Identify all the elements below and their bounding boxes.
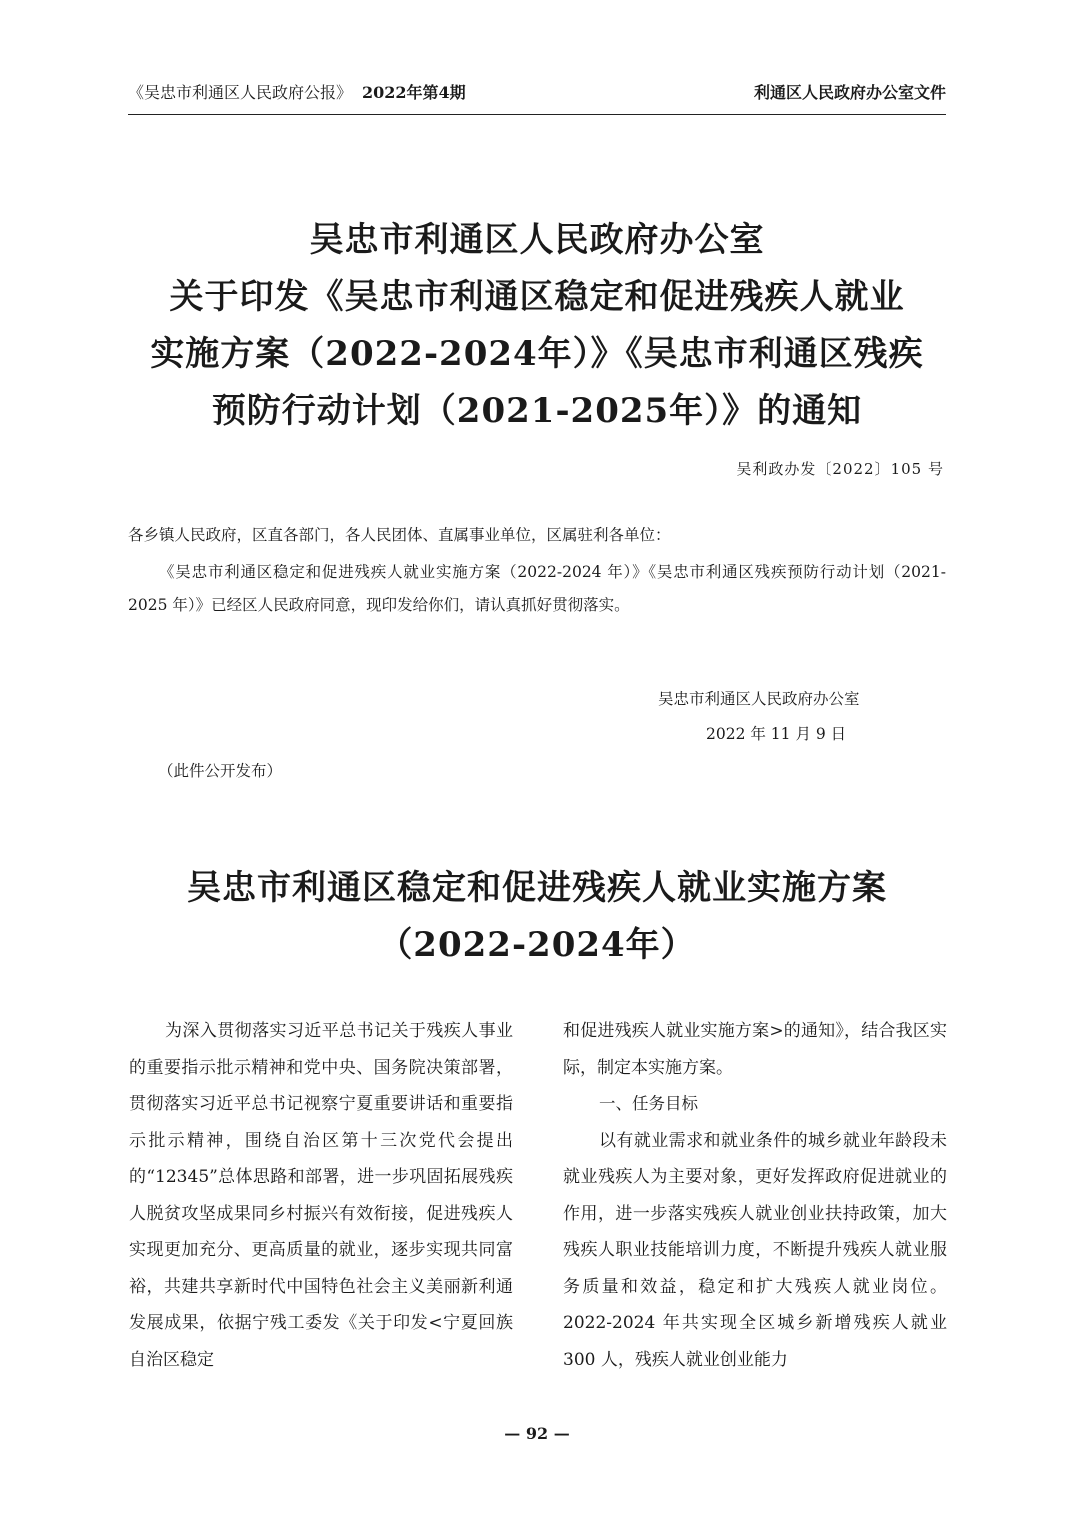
left-column: [129, 1013, 513, 1378]
signature-date: 2022 年 11 月 9 日: [706, 725, 847, 743]
signature-organization: 吴忠市利通区人民政府办公室: [658, 690, 860, 708]
intro-continuation: 和促进残疾人就业实施方案>的通知》，结合我区实际，制定本实施方案。: [563, 1021, 947, 1078]
section-heading: 一、任务目标: [599, 1094, 698, 1113]
publication-name: 《吴忠市利通区人民政府公报》: [128, 83, 353, 102]
header-rule: [128, 114, 946, 115]
notice-title: [100, 212, 974, 440]
intro-paragraph: 为深入贯彻落实习近平总书记关于残疾人事业的重要指示批示精神和党中央、国务院决策部署，贯彻落实习近平总书记视察宁夏重要讲话和重要指示批示精神，围绕自治区第十三次党代会提出的“12345”总体思路和部署，进一步巩固拓展残疾人脱贫攻坚成果同乡村振兴有效衔接，促进残疾人实现更加充分、更高质量的就业，逐步实现共同富裕，共建共享新时代中国特色社会主义美丽新利通发展成果，依据宁残工委发《关于印发<宁夏回族自治区稳定: [129, 1021, 513, 1370]
objectives-paragraph: 以有就业需求和就业条件的城乡就业年龄段未就业残疾人为主要对象，更好发挥政府促进就业的作用，进一步落实残疾人就业创业扶持政策，加大残疾人职业技能培训力度，不断提升残疾人就业服务质量和效益，稳定和扩大残疾人就业岗位。2022-2024 年共实现全区城乡新增残疾人就业 300 人，残疾人就业创业能力: [563, 1130, 947, 1370]
right-column: [563, 1013, 947, 1378]
plan-title-years: （2022-2024年）: [378, 925, 696, 965]
notice-title-line: 吴忠市利通区人民政府办公室: [309, 220, 765, 260]
header-publication: [128, 80, 466, 103]
notice-title-line: 预防行动计划（2021-2025年）》的通知: [211, 391, 863, 431]
addressee: 各乡镇人民政府，区直各部门，各人民团体、直属事业单位，区属驻利各单位：: [128, 526, 671, 544]
plan-title: [100, 860, 974, 974]
disclosure-note: （此件公开发布）: [158, 762, 283, 780]
issue-number: 2022年第4期: [362, 83, 466, 102]
notice-title-line: 实施方案（2022-2024年）》《吴忠市利通区残疾: [150, 334, 924, 374]
document-number: 吴利政办发〔2022〕105 号: [736, 460, 944, 478]
notice-title-line: 关于印发《吴忠市利通区稳定和促进残疾人就业: [169, 277, 905, 317]
notice-body: 《吴忠市利通区稳定和促进残疾人就业实施方案（2022-2024 年）》《吴忠市利通区残疾预防行动计划（2021-2025 年）》已经区人民政府同意，现印发给你们，请认真抓好贯彻落实。: [128, 563, 946, 614]
plan-title-line: 吴忠市利通区稳定和促进残疾人就业实施方案: [187, 868, 887, 908]
page-number: — 92 —: [504, 1424, 570, 1443]
running-header: [128, 80, 946, 108]
header-section: 利通区人民政府办公室文件: [753, 83, 946, 102]
